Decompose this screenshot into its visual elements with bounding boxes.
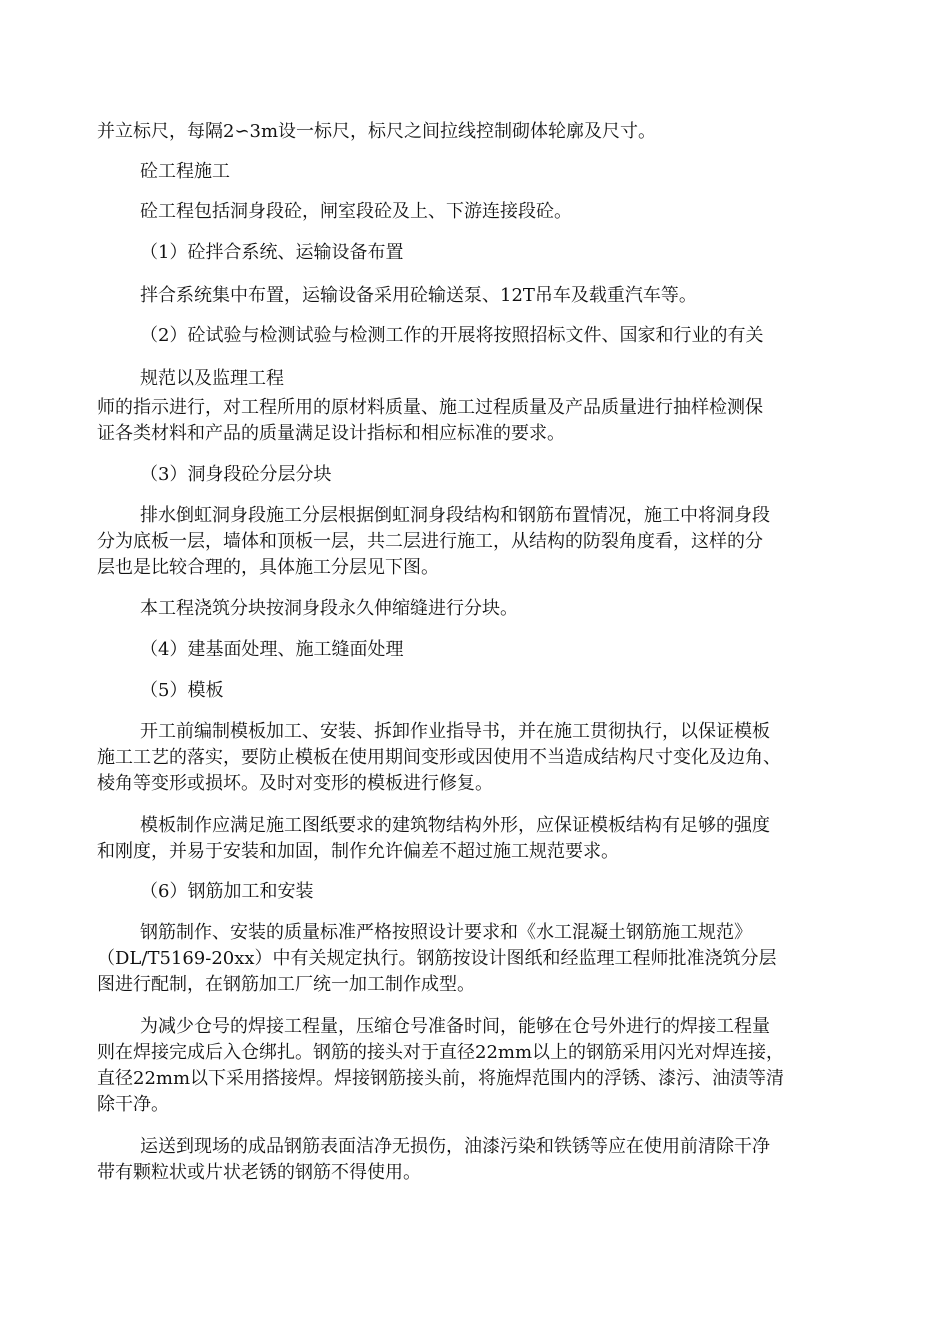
subsection-heading: （3）洞身段砼分层分块 <box>140 464 332 485</box>
subsection-heading: （2）砼试验与检测试验与检测工作的开展将按照招标文件、国家和行业的有关 <box>140 325 764 346</box>
text-line: 施工工艺的落实，要防止模板在使用期间变形或因使用不当造成结构尺寸变化及边角、 <box>97 747 781 768</box>
text-line: 本工程浇筑分块按洞身段永久伸缩缝进行分块。 <box>140 598 518 619</box>
text-line: 则在焊接完成后入仓绑扎。钢筋的接头对于直径22mm以上的钢筋采用闪光对焊连接， <box>97 1042 785 1063</box>
text-line: （DL/T5169-20xx）中有关规定执行。钢筋按设计图纸和经监理工程师批准浇筑分层 <box>97 948 777 969</box>
text-line: 带有颗粒状或片状老锈的钢筋不得使用。 <box>97 1162 421 1183</box>
text-line: 为减少仓号的焊接工程量，压缩仓号准备时间，能够在仓号外进行的焊接工程量 <box>140 1016 770 1037</box>
text-line: 除干净。 <box>97 1094 169 1115</box>
text-line: 钢筋制作、安装的质量标准严格按照设计要求和《水工混凝土钢筋施工规范》 <box>140 922 752 943</box>
text-line: 直径22mm以下采用搭接焊。焊接钢筋接头前，将施焊范围内的浮锈、漆污、油渍等清 <box>97 1068 785 1089</box>
subsection-heading: （1）砼拌合系统、运输设备布置 <box>140 242 404 263</box>
text-line: 和刚度，并易于安装和加固，制作允许偏差不超过施工规范要求。 <box>97 841 619 862</box>
text-line: 规范以及监理工程 <box>140 368 284 389</box>
text-line: 棱角等变形或损坏。及时对变形的模板进行修复。 <box>97 773 493 794</box>
text-line: 分为底板一层，墙体和顶板一层，共二层进行施工，从结构的防裂角度看，这样的分 <box>97 531 763 552</box>
subsection-heading: （4）建基面处理、施工缝面处理 <box>140 639 404 660</box>
text-line: 开工前编制模板加工、安装、拆卸作业指导书，并在施工贯彻执行，以保证模板 <box>140 721 770 742</box>
text-line: 并立标尺，每隔2∽3m设一标尺，标尺之间拉线控制砌体轮廓及尺寸。 <box>97 121 657 142</box>
subsection-heading: （6）钢筋加工和安装 <box>140 881 314 902</box>
text-line: 图进行配制，在钢筋加工厂统一加工制作成型。 <box>97 974 475 995</box>
text-line: 师的指示进行，对工程所用的原材料质量、施工过程质量及产品质量进行抽样检测保 <box>97 397 763 418</box>
text-line: 排水倒虹洞身段施工分层根据倒虹洞身段结构和钢筋布置情况，施工中将洞身段 <box>140 505 770 526</box>
subsection-heading: （5）模板 <box>140 680 224 701</box>
text-line: 证各类材料和产品的质量满足设计指标和相应标准的要求。 <box>97 423 565 444</box>
text-line: 砼工程包括洞身段砼，闸室段砼及上、下游连接段砼。 <box>140 201 572 222</box>
section-heading: 砼工程施工 <box>140 161 230 182</box>
text-line: 模板制作应满足施工图纸要求的建筑物结构外形，应保证模板结构有足够的强度 <box>140 815 770 836</box>
text-line: 层也是比较合理的，具体施工分层见下图。 <box>97 557 439 578</box>
text-line: 运送到现场的成品钢筋表面洁净无损伤，油漆污染和铁锈等应在使用前清除干净 <box>140 1136 770 1157</box>
text-line: 拌合系统集中布置，运输设备采用砼输送泵、12T吊车及载重汽车等。 <box>140 285 697 306</box>
